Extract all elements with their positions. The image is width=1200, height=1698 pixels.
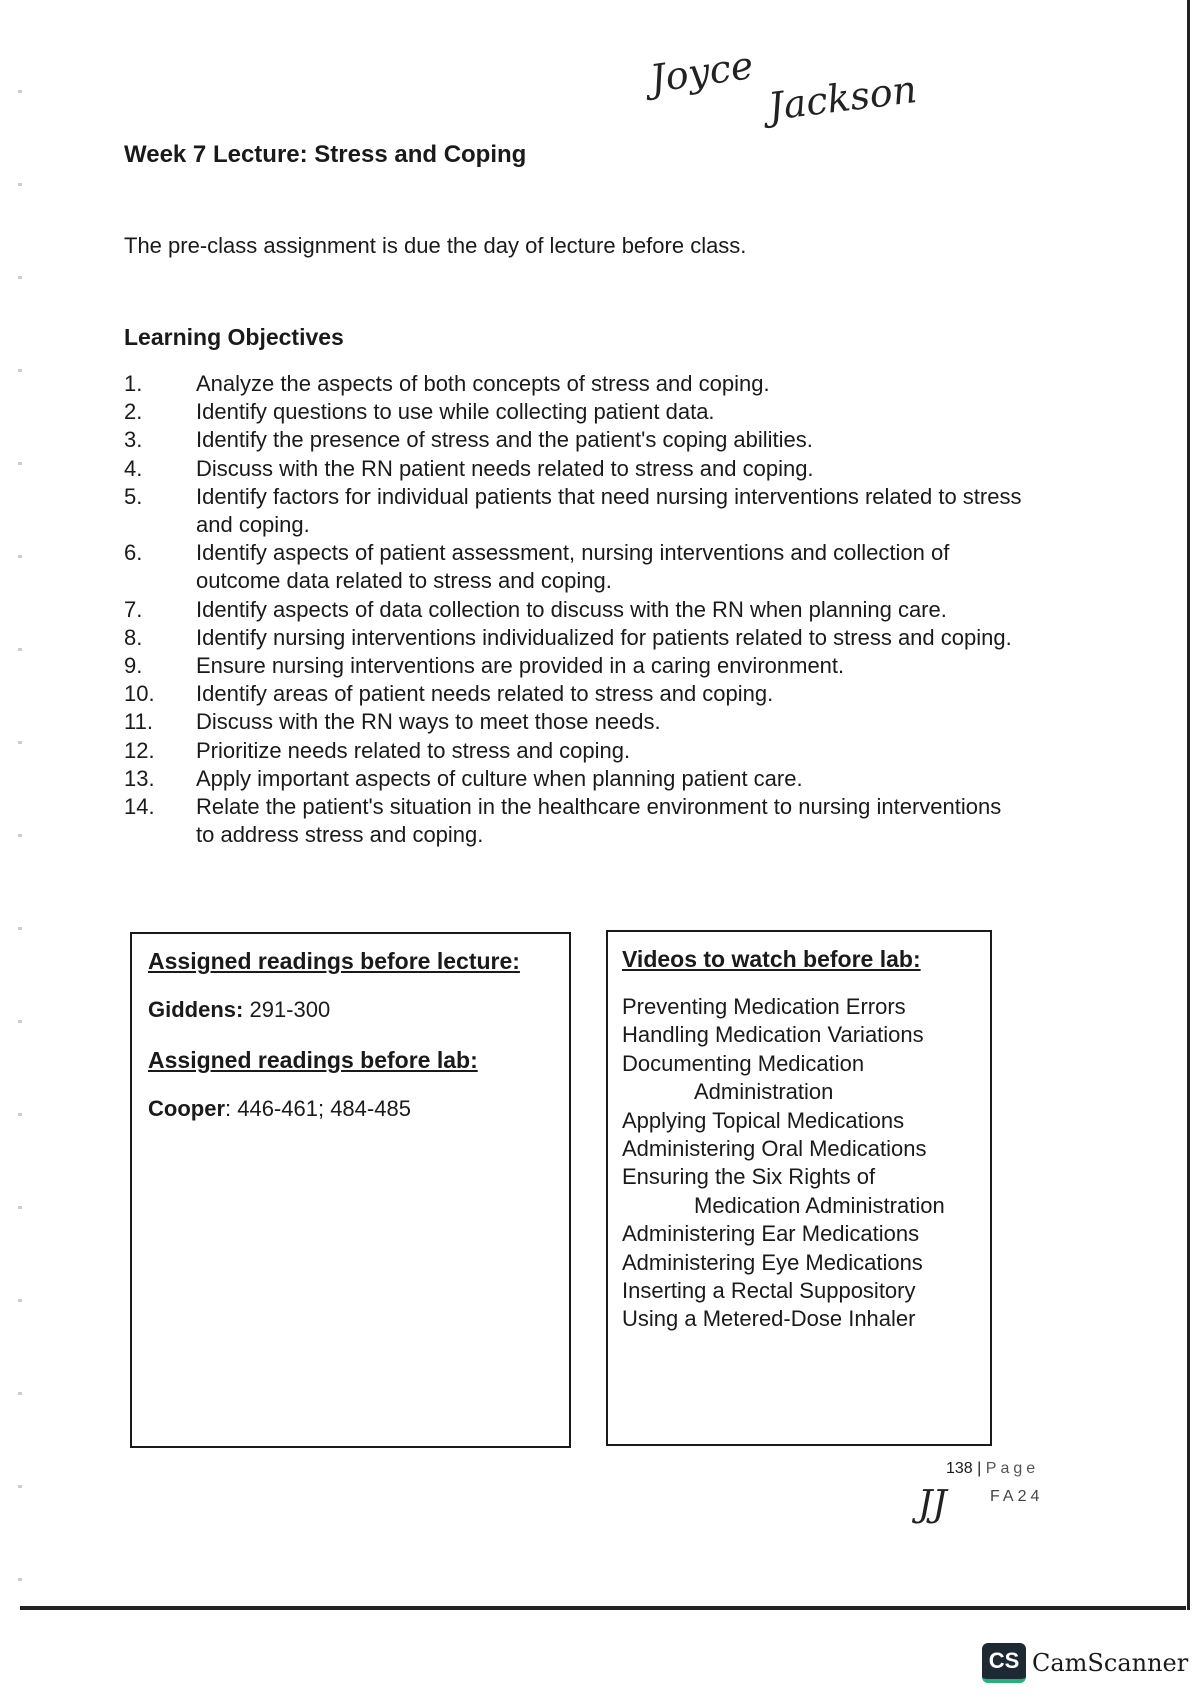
camscanner-logo-icon: CS: [982, 1643, 1026, 1683]
objective-text: Apply important aspects of culture when planning patient care.: [196, 765, 803, 791]
video-item: Medication Administration: [694, 1192, 945, 1218]
objective-item: [124, 652, 1024, 680]
lecture-reading-source: Giddens:: [148, 997, 244, 1022]
objective-item: [124, 793, 1024, 849]
semester-code: FA24: [990, 1488, 1044, 1505]
video-item: Administering Oral Medications: [622, 1136, 927, 1162]
video-item: Administering Eye Medications: [622, 1249, 923, 1275]
objective-text: Identify nursing interventions individualized for patients related to stress and coping.: [196, 624, 1012, 650]
video-item: Ensuring the Six Rights of: [622, 1164, 876, 1190]
objective-number: 10.: [124, 681, 155, 707]
objective-item: [124, 370, 1024, 398]
lecture-readings-heading: Assigned readings before lecture:: [148, 948, 520, 974]
readings-box: [130, 932, 571, 1448]
intro-text: The pre-class assignment is due the day of lecture before class.: [124, 233, 747, 258]
objective-number: 2.: [124, 399, 143, 425]
signature-first-name: Joyce: [647, 43, 756, 101]
objectives-list: [124, 370, 1024, 849]
page-edge-bottom: [20, 1606, 1186, 1610]
objective-number: 13.: [124, 765, 155, 791]
video-item: Administration: [694, 1079, 834, 1105]
objective-text: Identify factors for individual patients that need nursing interventions related to stress and coping.: [196, 483, 1022, 538]
objective-number: 9.: [124, 653, 143, 679]
objective-number: 1.: [124, 371, 143, 396]
objective-item: [124, 624, 1024, 652]
lab-reading: [148, 1096, 553, 1122]
objective-number: 11.: [124, 709, 153, 735]
camscanner-watermark: [982, 1643, 1188, 1683]
lab-reading-pages: : 446-461; 484-485: [225, 1096, 411, 1121]
objective-item: [124, 539, 1024, 595]
objective-item: [124, 680, 1024, 708]
video-item: Preventing Medication Errors: [622, 994, 906, 1019]
objective-text: Identify aspects of patient assessment, nursing interventions and collection of outcome data related to stress and coping.: [196, 540, 950, 594]
objective-text: Identify areas of patient needs related to stress and coping.: [196, 681, 774, 707]
page-number-value: 138: [946, 1460, 973, 1477]
objective-item: [124, 426, 1024, 454]
objective-item: [124, 596, 1024, 624]
objective-item: [124, 398, 1024, 426]
objective-text: Ensure nursing interventions are provided in a caring environment.: [196, 653, 845, 679]
objective-item: [124, 483, 1024, 539]
video-item: Applying Topical Medications: [622, 1107, 905, 1133]
video-item: Documenting Medication: [622, 1050, 865, 1076]
page-title: Week 7 Lecture: Stress and Coping: [124, 141, 527, 168]
objective-number: 4.: [124, 455, 143, 481]
objective-item: [124, 765, 1024, 793]
objective-text: Identify aspects of data collection to discuss with the RN when planning care.: [196, 596, 947, 622]
videos-heading: Videos to watch before lab:: [622, 946, 921, 972]
objective-number: 14.: [124, 794, 155, 820]
lab-readings-heading: Assigned readings before lab:: [148, 1047, 478, 1073]
objective-text: Discuss with the RN patient needs related to stress and coping.: [196, 455, 814, 481]
objectives-heading: Learning Objectives: [124, 324, 344, 350]
objective-text: Relate the patient's situation in the healthcare environment to nursing interventions to address stress and coping.: [196, 794, 1002, 848]
lecture-reading-pages: 291-300: [249, 997, 331, 1022]
videos-list: [622, 993, 976, 1334]
objective-number: 7.: [124, 596, 143, 622]
handwritten-initials: JJ: [918, 1484, 947, 1525]
objective-text: Identify questions to use while collecting patient data.: [196, 399, 715, 425]
page-number: [946, 1460, 1039, 1478]
lab-reading-source: Cooper: [148, 1096, 225, 1121]
video-item: Inserting a Rectal Suppository: [622, 1278, 916, 1304]
objective-text: Discuss with the RN ways to meet those needs.: [196, 709, 661, 735]
objective-item: [124, 455, 1024, 483]
video-item: Handling Medication Variations: [622, 1022, 924, 1048]
objective-number: 12.: [124, 737, 155, 763]
signature-last-name: Jackson: [765, 67, 920, 129]
margin-ticks: [18, 0, 22, 1600]
page-number-separator: |: [977, 1460, 982, 1477]
video-item: Using a Metered-Dose Inhaler: [622, 1306, 916, 1332]
video-item: Administering Ear Medications: [622, 1221, 920, 1247]
camscanner-text: CamScanner: [1032, 1649, 1189, 1677]
objective-number: 6.: [124, 540, 143, 566]
objective-text: Analyze the aspects of both concepts of stress and coping.: [196, 371, 770, 396]
objective-number: 3.: [124, 427, 143, 453]
objective-text: Identify the presence of stress and the patient's coping abilities.: [196, 427, 813, 453]
objective-item: [124, 708, 1024, 736]
page-edge-right: [1187, 0, 1190, 1610]
lecture-reading: [148, 997, 553, 1023]
videos-box: [606, 930, 992, 1446]
objective-number: 5.: [124, 483, 143, 509]
page-word: Page: [985, 1460, 1040, 1477]
objective-item: [124, 737, 1024, 765]
objective-text: Prioritize needs related to stress and coping.: [196, 737, 631, 763]
objective-number: 8.: [124, 624, 143, 650]
